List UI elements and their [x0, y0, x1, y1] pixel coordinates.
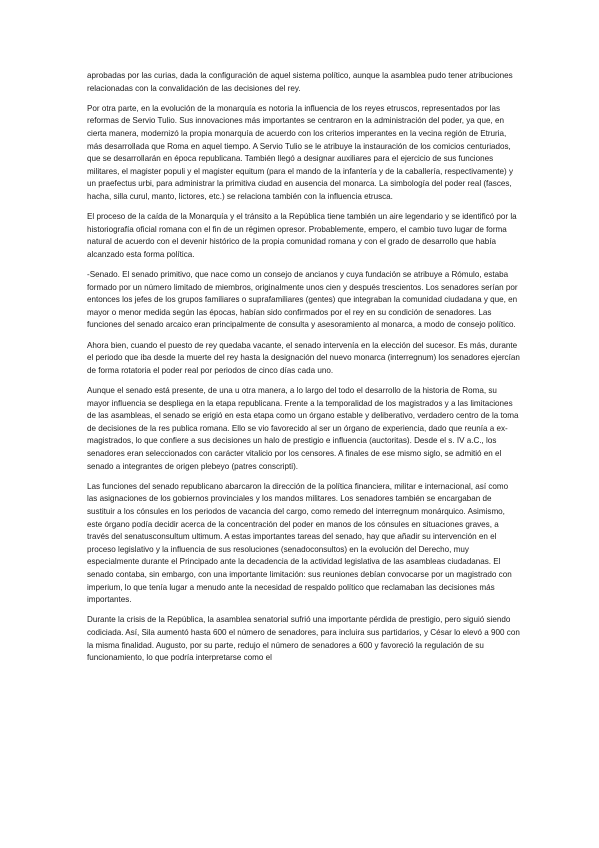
paragraph-2: Por otra parte, en la evolución de la monarquía es notoria la influencia de los reyes etruscos, representados por las reformas de Servio Tulio. Sus innovaciones más importantes se centraron en la administración del poder, ya que, en cierta manera, modernizó la propia monarquía de acuerdo con los criterios imperantes en la vecina región de Etruria, más desarrollada que Roma en aquel tiempo. A Servio Tulio se le atribuye la instauración de los comicios centuriados, que se desarrollarán en época republicana. También llegó a designar auxiliares para el ejercicio de sus funciones militares, el magister populi y el magister equitum (para el mando de la infantería y de la caballería, respectivamente) y un praefectus urbi, para administrar la primitiva ciudad en ausencia del monarca. La simbología del poder real (fasces, hacha, silla curul, manto, lictores, etc.) se relaciona también con la influencia etrusca.: [87, 103, 514, 201]
text-body: [87, 70, 520, 672]
paragraph-5: Ahora bien, cuando el puesto de rey quedaba vacante, el senado intervenía en la elección del sucesor. Es más, durante el periodo que iba desde la muerte del rey hasta la designación del nuevo monarca (interregnum) los senadores ejercían de forma rotatoria el poder real por periodos de cinco días cada uno.: [87, 340, 520, 375]
paragraph-4: -Senado. El senado primitivo, que nace como un consejo de ancianos y cuya fundación se atribuye a Rómulo, estaba formado por un número limitado de miembros, originalmente unos cien y después trescientos. Los senadores serían por entonces los jefes de los grupos familiares o suprafamiliares (gentes) que integraban la comunidad ciudadana y que, en mayor o menor medida según las épocas, habían sido confirmados por el rey en su condición de senadores. Las funciones del senado arcaico eran principalmente de consulta y asesoramiento al monarca, a modo de consejo político.: [87, 270, 518, 330]
paragraph-7: Las funciones del senado republicano abarcaron la dirección de la política financiera, militar e internacional, así como las asignaciones de los gobiernos provinciales y los mandos militares. Los senadores también se encargaban de sustituir a los cónsules en los periodos de vacancia del cargo, como remedo del interregnum monárquico. Asimismo, este órgano podía decidir acerca de la concentración del poder en manos de los cónsules en situaciones graves, a través del senatusconsultum ultimum. A estas importantes tareas del senado, hay que añadir su intervención en el proceso legislativo y la influencia de sus resoluciones (senadoconsultos) en la evolución del Derecho, muy especialmente durante el Principado ante la decadencia de la actividad legislativa de las asambleas ciudadanas. El senado contaba, sin embargo, con una importante limitación: sus reuniones debían convocarse por un magistrado con imperium, lo que tenía lugar a menudo ante la necesidad de respaldo político que reclamaban las decisiones más importantes.: [87, 481, 512, 605]
paragraph-6: Aunque el senado está presente, de una u otra manera, a lo largo del todo el desarrollo de la historia de Roma, su mayor influencia se despliega en la etapa republicana. Frente a la temporalidad de los magistrados y a las limitaciones de las asambleas, el senado se erigió en esta etapa como un órgano estable y deliberativo, verdadero centro de la toma de decisiones de la res publica romana. Ello se vio favorecido al ser un órgano de experiencia, dado que reunía a ex-magistrados, lo que confiere a sus decisiones un halo de prestigio e influencia (auctoritas). Desde el s. IV a.C., los senadores eran seleccionados con carácter vitalicio por los censores. A finales de ese mismo siglo, se admitió en el senado a integrantes de origen plebeyo (patres conscripti).: [87, 386, 519, 471]
paragraph-1: aprobadas por las curias, dada la configuración de aquel sistema político, aunque la asamblea pudo tener atribuciones relacionadas con la convalidación de las decisiones del rey.: [87, 71, 513, 93]
paragraph-8: Durante la crisis de la República, la asamblea senatorial sufrió una importante pérdida de prestigio, pero siguió siendo codiciada. Así, Sila aumentó hasta 600 el número de senadores, para incluira sus partidarios, y César lo elevó a 900 con la misma finalidad. Augusto, por su parte, redujo el número de senadores a 600 y favoreció la regulación de su funcionamiento, lo que podría interpretarse como el: [87, 615, 520, 663]
paragraph-3: El proceso de la caída de la Monarquía y el tránsito a la República tiene también un aire legendario y se identificó por la historiografía oficial romana con el fin de un régimen opresor. Probablemente, empero, el cambio tuvo lugar de forma natural de acuerdo con el devenir histórico de la propia comunidad romana y con el grado de desarrollo que había alcanzado esta forma política.: [87, 212, 517, 259]
